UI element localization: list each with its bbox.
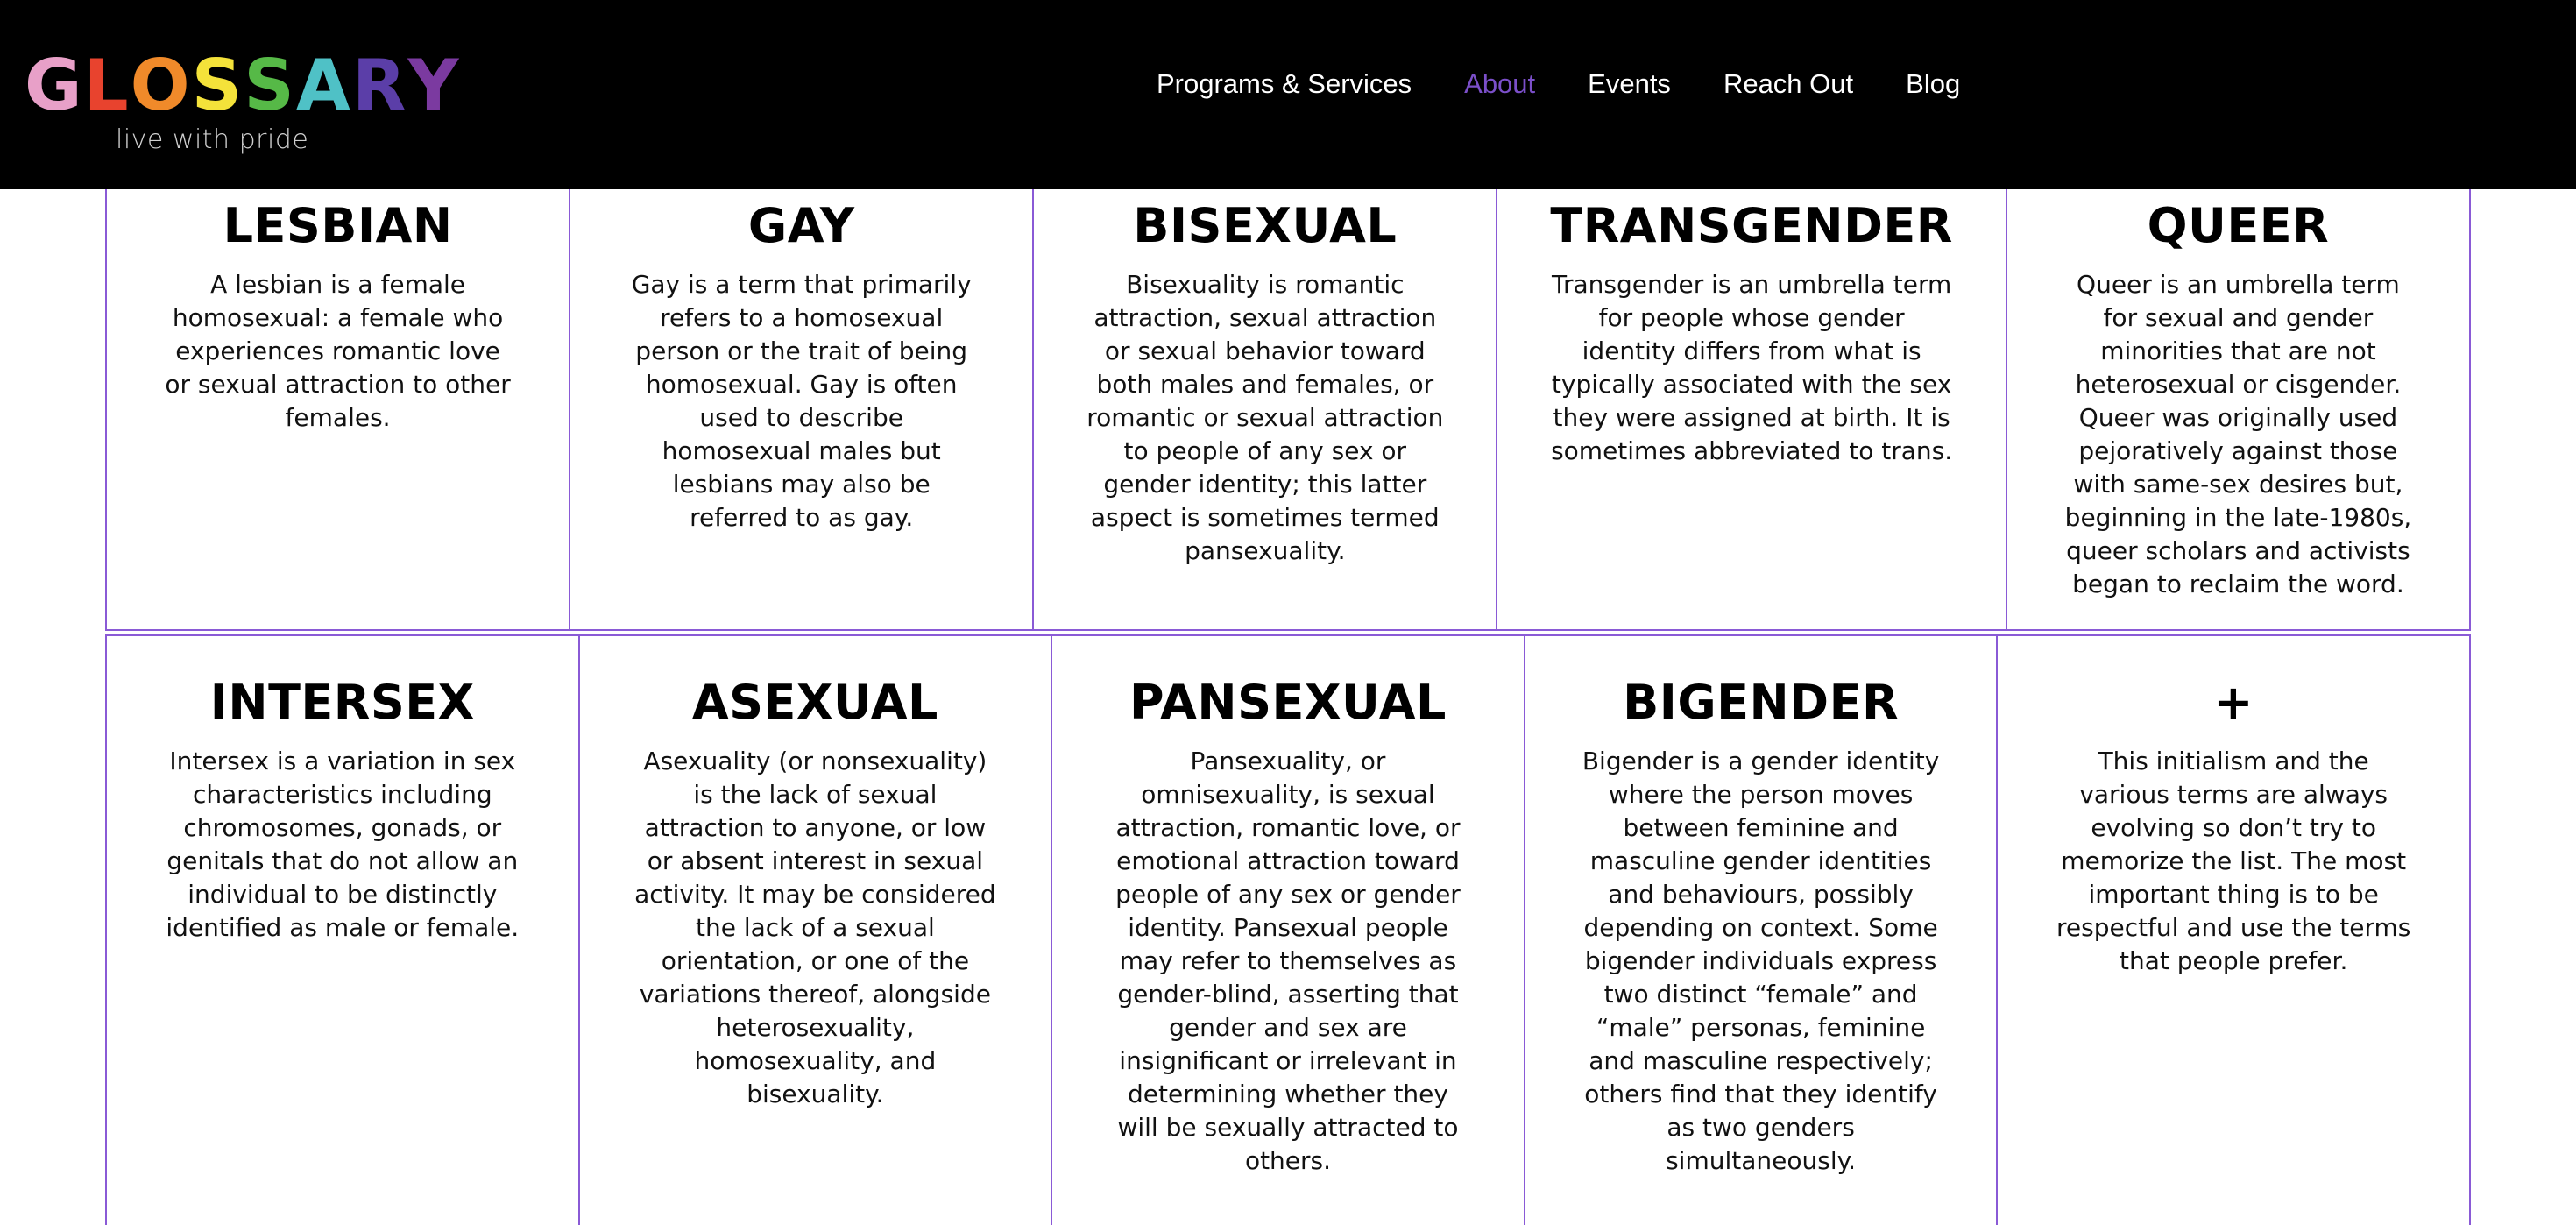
term-title: TRANSGENDER	[1550, 198, 1953, 253]
glossary-card-pansexual	[1052, 636, 1525, 1225]
glossary-card-queer	[2007, 159, 2469, 629]
nav-item-reach-out[interactable]: Reach Out	[1723, 68, 1854, 99]
glossary-card-bisexual	[1034, 159, 1497, 629]
glossary-row	[105, 158, 2471, 631]
term-title: BIGENDER	[1623, 675, 1900, 730]
term-description: A lesbian is a female homosexual: a female who experiences romantic love or sexual attraction to other females.	[165, 270, 511, 432]
term-description: Bisexuality is romantic attraction, sexual attraction or sexual behavior toward both males and females, or romantic or sexual attraction to people of any sex or gender identity; this latter aspect is sometimes termed pansexuality.	[1086, 270, 1444, 565]
term-description: Bigender is a gender identity where the person moves between feminine and masculine gender identities and behaviours, possibly depending on context. Some bigender individuals express two distinct “female” and “male” personas, feminine and masculine respectively; others find that they identify as two genders simultaneously.	[1582, 747, 1940, 1175]
logo-letter: R	[351, 45, 408, 126]
term-description: This initialism and the various terms are always evolving so don’t try to memorize the list. The most important thing is to be respectful and use the terms that people prefer.	[2056, 747, 2411, 975]
term-description: Asexuality (or nonsexuality) is the lack of sexual attraction to anyone, or low or absent interest in sexual activity. It may be considered the lack of a sexual orientation, or one of the variations thereof, alongside heterosexuality, homosexuality, and bisexuality.	[634, 747, 996, 1108]
logo-letter: G	[25, 45, 84, 126]
logo-letter: L	[83, 45, 131, 126]
logo-letter: A	[295, 45, 352, 126]
logo-wordmark	[25, 45, 461, 126]
glossary-card-intersex	[107, 636, 580, 1225]
term-description: Transgender is an umbrella term for people whose gender identity differs from what is typically associated with the sex they were assigned at birth. It is sometimes abbreviated to trans.	[1551, 270, 1953, 465]
logo-letter: S	[244, 45, 296, 126]
term-description: Intersex is a variation in sex characteristics including chromosomes, gonads, or genitals that do not allow an individual to be distinctly identified as male or female.	[166, 747, 520, 942]
term-title: GAY	[747, 198, 855, 253]
term-title: ASEXUAL	[691, 675, 938, 730]
term-description: Queer is an umbrella term for sexual and gender minorities that are not heterosexual or cisgender. Queer was originally used pejoratively against those with same-sex desires but, beginning in the late-1980s, queer scholars and activists began to reclaim the word.	[2064, 270, 2412, 598]
term-title: BISEXUAL	[1133, 198, 1398, 253]
term-title: INTERSEX	[209, 675, 475, 730]
logo-tagline: live with pride	[116, 124, 309, 155]
term-title: PANSEXUAL	[1129, 675, 1447, 730]
term-title: LESBIAN	[223, 198, 453, 253]
site-logo[interactable]	[25, 45, 461, 165]
main-nav	[1157, 65, 2013, 103]
logo-letter: O	[130, 45, 192, 126]
nav-item-programs-services[interactable]: Programs & Services	[1157, 68, 1412, 99]
nav-item-blog[interactable]: Blog	[1906, 68, 1961, 99]
term-title: +	[2213, 675, 2254, 730]
glossary-card-plus	[1998, 636, 2469, 1225]
glossary-card-lesbian	[107, 159, 570, 629]
site-header	[0, 0, 2576, 189]
term-title: QUEER	[2147, 198, 2330, 253]
nav-item-events[interactable]: Events	[1588, 68, 1671, 99]
logo-letter: S	[191, 45, 244, 126]
glossary-row	[105, 634, 2471, 1225]
glossary-card-bigender	[1525, 636, 1999, 1225]
nav-item-about[interactable]: About	[1464, 68, 1536, 99]
term-description: Gay is a term that primarily refers to a homosexual person or the trait of being homosexual. Gay is often used to describe homosexual males but lesbians may also be referred to as gay.	[631, 270, 972, 532]
glossary-card-gay	[570, 159, 1034, 629]
glossary-grid	[105, 158, 2471, 1225]
glossary-card-asexual	[580, 636, 1053, 1225]
logo-letter: Y	[407, 45, 461, 126]
glossary-card-transgender	[1497, 159, 2007, 629]
term-description: Pansexuality, or omnisexuality, is sexual attraction, romantic love, or emotional attraction toward people of any sex or gender identity. Pansexual people may refer to themselves as gender-blind, asserting that gender and sex are insignificant or irrelevant in determining whether they will be sexually attracted to others.	[1115, 747, 1461, 1175]
